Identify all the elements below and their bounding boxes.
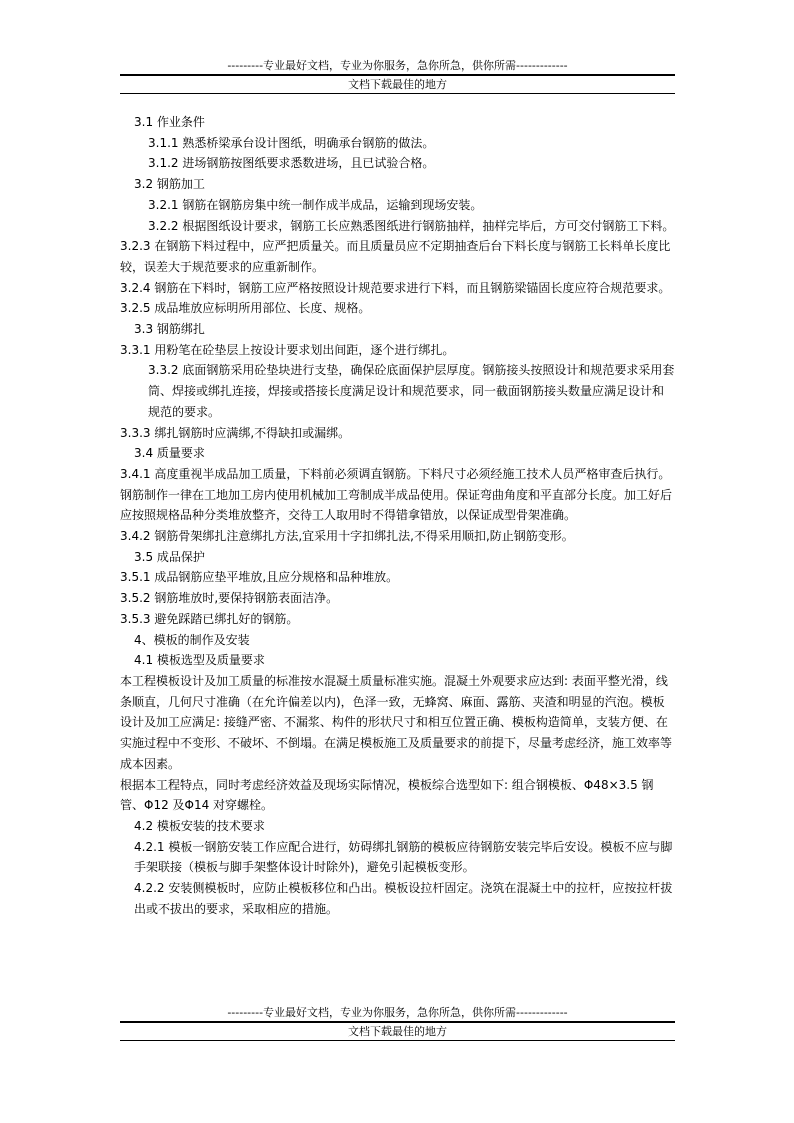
paragraph: 4.2.2 安装侧模板时，应防止模板移位和凸出。模板设拉杆固定。浇筑在混凝土中的拉杆，应按拉杆拔出或不拔出的要求，采取相应的措施。 xyxy=(134,881,673,916)
paragraph: 3.1.1 熟悉桥梁承台设计图纸，明确承台钢筋的做法。 xyxy=(148,135,435,150)
page-footer xyxy=(120,1004,675,1041)
section-heading: 3.5 成品保护 xyxy=(134,549,205,564)
paragraph: 3.5.2 钢筋堆放时,要保持钢筋表面洁净。 xyxy=(120,591,339,606)
section-heading: 3.2 钢筋加工 xyxy=(134,177,205,192)
section-heading: 3.3 钢筋绑扎 xyxy=(134,322,205,337)
paragraph: 4.2.1 模板一钢筋安装工作应配合进行，妨碍绑扎钢筋的模板应待钢筋安装完毕后安设。模板不应与脚手架联接（模板与脚手架整体设计时除外)，避免引起模板变形。 xyxy=(134,839,673,875)
paragraph: 3.5.1 成品钢筋应垫平堆放,且应分规格和品种堆放。 xyxy=(120,570,399,585)
section-heading: 4.2 模板安装的技术要求 xyxy=(134,818,265,833)
paragraph: 3.2.5 成品堆放应标明所用部位、长度、规格。 xyxy=(120,301,371,316)
chapter-heading: 4、模板的制作及安装 xyxy=(134,632,250,647)
header-slogan: ---------专业最好文档，专业为你服务，急你所急，供你所需------------- xyxy=(120,57,675,76)
footer-slogan: ---------专业最好文档，专业为你服务，急你所急，供你所需------------- xyxy=(120,1004,675,1023)
paragraph: 3.5.3 避免踩踏已绑扎好的钢筋。 xyxy=(120,611,299,626)
section-heading: 3.1 作业条件 xyxy=(134,115,205,129)
paragraph: 3.3.1 用粉笔在砼垫层上按设计要求划出间距，逐个进行绑扎。 xyxy=(120,342,455,357)
page-header xyxy=(120,57,675,94)
header-subtitle: 文档下载最佳的地方 xyxy=(120,76,675,94)
paragraph: 3.4.1 高度重视半成品加工质量，下料前必须调直钢筋。下料尺寸必须经施工技术人员严格审查后执行。钢筋制作一律在工地加工房内使用机械加工弯制成半成品使用。保证弯曲角度和平直部分长度。加工好后应按照规格品种分类堆放整齐，交待工人取用时不得错拿错放，以保证成型骨架准确。 xyxy=(120,466,673,523)
paragraph: 3.2.4 钢筋在下料时，钢筋工应严格按照设计规范要求进行下料，而且钢筋梁锚固长度应符合规范要求。 xyxy=(120,280,671,295)
paragraph: 3.2.2 根据图纸设计要求，钢筋工长应熟悉图纸进行钢筋抽样，抽样完毕后，方可交付钢筋工下料。 xyxy=(148,218,675,233)
paragraph: 3.3.2 底面钢筋采用砼垫块进行支垫，确保砼底面保护层厚度。钢筋接头按照设计和规范要求采用套筒、焊接或绑扎连接，焊接或搭接长度满足设计和规范要求，同一截面钢筋接头数量应满足设计和规范的要求。 xyxy=(148,363,675,419)
paragraph: 3.4.2 钢筋骨架绑扎注意绑扎方法,宜采用十字扣绑扎法,不得采用顺扣,防止钢筋变形。 xyxy=(120,529,574,544)
paragraph: 3.1.2 进场钢筋按图纸要求悉数进场，且已试验合格。 xyxy=(148,156,435,171)
section-heading: 4.1 模板选型及质量要求 xyxy=(134,653,265,668)
paragraph: 3.3.3 绑扎钢筋时应满绑,不得缺扣或漏绑。 xyxy=(120,425,351,440)
section-heading: 3.4 质量要求 xyxy=(134,446,205,461)
document-body xyxy=(120,112,675,919)
paragraph: 3.2.3 在钢筋下料过程中，应严把质量关。而且质量员应不定期抽查后台下料长度与钢筋工长料单长度比较，误差大于规范要求的应重新制作。 xyxy=(120,239,671,274)
paragraph: 3.2.1 钢筋在钢筋房集中统一制作成半成品，运输到现场安装。 xyxy=(148,197,483,212)
paragraph: 根据本工程特点，同时考虑经济效益及现场实际情况，模板综合选型如下: 组合钢模板、Φ48×3.5 钢管、Φ12 及Φ14 对穿螺栓。 xyxy=(120,777,654,813)
footer-subtitle: 文档下载最佳的地方 xyxy=(120,1023,675,1041)
paragraph: 本工程模板设计及加工质量的标准按水混凝土质量标准实施。混凝土外观要求应达到: 表面平整光滑，线条顺直，几何尺寸准确（在允许偏差以内)，色泽一致，无蜂窝、麻面、露筋、夹渣和明显的汽泡。模板设计及加工应满足: 接缝严密、不漏浆、构件的形状尺寸和相互位置正确、模板构造简单，支装方便、在实施过程中不变形、不破坏、不倒塌。在满足模板施工及质量要求的前提下，尽量考虑经济，施工效率等成本因素。 xyxy=(120,673,673,771)
